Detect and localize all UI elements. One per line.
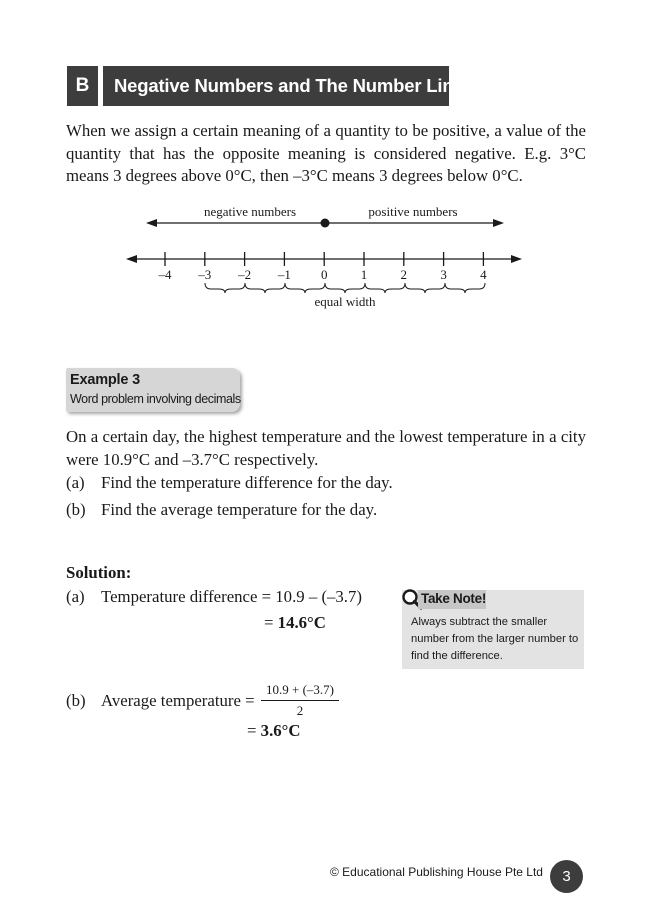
fraction-numerator: 10.9 + (–3.7) [261, 682, 339, 701]
question-a-text: Find the temperature difference for the day. [101, 473, 393, 492]
tick-label: –3 [198, 267, 212, 282]
solution-b-answer: 3.6°C [260, 721, 301, 740]
problem-statement: On a certain day, the highest temperature and the lowest temperature in a city were 10.9°C and –3.7°C respectively. [66, 427, 586, 469]
tick-label: –4 [158, 267, 172, 282]
axis-arrow-right-icon [511, 255, 522, 263]
tick-label: –1 [277, 267, 291, 282]
tick-label: 2 [400, 267, 408, 282]
tick-label: 4 [480, 267, 487, 282]
negative-numbers-label: negative numbers [203, 204, 297, 219]
solution-b-label: (b) [66, 691, 86, 710]
question-b-text: Find the average temperature for the day. [101, 500, 378, 519]
equal-width-braces [205, 283, 485, 293]
solution-a-expression: Temperature difference = 10.9 – (–3.7) [101, 587, 362, 606]
tick-label: 0 [320, 267, 328, 282]
solution-a-equals: = [264, 613, 274, 632]
solution-a-line [66, 587, 362, 607]
fraction-denominator: 2 [296, 703, 304, 718]
solution-b-expression: Average temperature = [101, 691, 255, 710]
question-a [66, 473, 393, 493]
solution-b-line [66, 691, 255, 711]
equal-width-label: equal width [314, 294, 376, 309]
number-line-diagram [0, 0, 650, 330]
arrow-left-icon [146, 219, 157, 227]
tick-group [158, 252, 488, 282]
section-letter: B [67, 66, 98, 106]
solution-a-answer: 14.6°C [277, 613, 326, 632]
page-number: 3 [550, 860, 583, 893]
section-title: Negative Numbers and The Number Line [103, 66, 449, 106]
solution-b-fraction [261, 682, 339, 719]
intro-paragraph: When we assign a certain meaning of a quantity to be positive, a value of the quantity that has the opposite meaning is considered negative. E.g. 3°C means 3 degrees above 0°C, then –3°C means 3 degrees below 0°C. [66, 121, 586, 185]
example-label [66, 368, 240, 412]
example-subtitle: Word problem involving decimals [70, 392, 241, 406]
positive-numbers-label: positive numbers [368, 204, 458, 219]
footer-copyright: © Educational Publishing House Pte Ltd [330, 865, 543, 879]
axis-arrow-left-icon [126, 255, 137, 263]
question-b-label: (b) [66, 500, 86, 519]
arrow-right-icon [493, 219, 504, 227]
solution-heading: Solution: [66, 563, 132, 582]
solution-b-equals: = [247, 721, 257, 740]
origin-dot [321, 219, 330, 228]
tick-label: 3 [440, 267, 447, 282]
tick-label: 1 [360, 267, 368, 282]
solution-a-result [264, 613, 326, 633]
tick-label: –2 [238, 267, 252, 282]
take-note-title: Take Note! [421, 591, 487, 606]
question-b [66, 500, 377, 520]
take-note-text: Always subtract the smaller number from the larger number to find the difference. [411, 616, 579, 662]
solution-b-result [247, 721, 300, 741]
question-a-label: (a) [66, 473, 85, 492]
solution-a-label: (a) [66, 587, 85, 606]
example-title: Example 3 [70, 372, 140, 388]
